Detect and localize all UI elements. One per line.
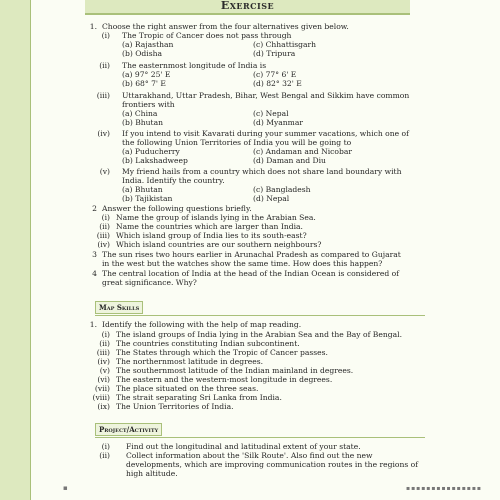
item-text: The island groups of India lying in the Arabian Sea and the Bay of Bengal. — [116, 330, 402, 339]
item-text: Name the countries which are larger than India. — [116, 222, 303, 231]
item-text: The southernmost latitude of the Indian mainland in degrees. — [116, 366, 354, 375]
option: (b) Odisha — [122, 49, 163, 58]
item-number: (v) — [99, 167, 110, 176]
exercise-banner — [85, 0, 410, 15]
item-number: (v) — [99, 366, 110, 375]
option: (d) Tripura — [253, 49, 296, 58]
item-text: Find out the longitudinal and latitudinal extent of your state. — [126, 442, 361, 451]
question-text: The sun rises two hours earlier in Arunachal Pradesh as compared to Gujarat — [102, 250, 401, 259]
item-text: Which island countries are our southern neighbours? — [116, 240, 322, 249]
item-number: (iii) — [96, 348, 110, 357]
item-text: Which island group of India lies to its south-east? — [116, 231, 307, 240]
item-text: The States through which the Tropic of Cancer passes. — [116, 348, 328, 357]
footer-dots: ▪▪▪▪▪▪▪▪▪▪▪▪▪▪▪ — [406, 485, 482, 492]
option: (d) Nepal — [253, 194, 290, 203]
item-text: The northernmost latitude in degrees. — [116, 357, 264, 366]
question-text-cont: in the west but the watches show the same time. How does this happen? — [102, 259, 383, 268]
item-stem: The easternmost longitude of India is — [122, 61, 267, 70]
item-number: (ii) — [99, 61, 110, 70]
item-text: Name the group of islands lying in the Arabian Sea. — [116, 213, 316, 222]
page-number-mark: ▪ — [63, 484, 68, 492]
option: (a) Rajasthan — [122, 40, 174, 49]
question-text: Choose the right answer from the four alternatives given below. — [102, 22, 349, 31]
item-text: The strait separating Sri Lanka from India. — [116, 393, 282, 402]
option: (a) Puducherry — [122, 147, 180, 156]
question-text: Answer the following questions briefly. — [102, 204, 252, 213]
option: (c) Bangladesh — [253, 185, 311, 194]
option: (c) Nepal — [253, 109, 289, 118]
question-text: Identify the following with the help of map reading. — [102, 320, 302, 329]
option: (a) China — [122, 109, 158, 118]
question-number: 4 — [92, 269, 97, 278]
item-number: (ix) — [97, 402, 110, 411]
question-number: 1. — [89, 22, 97, 31]
question-number: 2 — [92, 204, 97, 213]
option: (d) 82° 32' E — [253, 79, 302, 88]
section-divider — [95, 315, 425, 316]
item-stem: If you intend to visit Kavarati during your summer vacations, which one of — [122, 129, 409, 138]
item-text: Collect information about the 'Silk Route'. Also find out the new — [126, 451, 373, 460]
map-skills-heading: Map Skills — [95, 301, 143, 314]
item-stem-cont: India. Identify the country. — [122, 176, 225, 185]
option: (b) Bhutan — [122, 118, 164, 127]
section-divider — [95, 437, 425, 438]
option: (c) Chhattisgarh — [253, 40, 317, 49]
option: (a) 97° 25' E — [122, 70, 171, 79]
item-text-cont: high altitude. — [126, 469, 178, 478]
item-number: (i) — [101, 442, 110, 451]
item-text: The place situated on the three seas. — [116, 384, 259, 393]
item-number: (i) — [101, 31, 110, 40]
option: (b) 68° 7' E — [122, 79, 166, 88]
item-stem-cont: the following Union Territories of India you will be going to — [122, 138, 352, 147]
exercise-title: Exercise — [220, 0, 275, 12]
item-number: (ii) — [99, 222, 110, 231]
item-text: The countries constituting Indian subcontinent. — [116, 339, 300, 348]
question-text-cont: great significance. Why? — [102, 278, 197, 287]
item-stem-cont: frontiers with — [122, 100, 175, 109]
item-number: (vi) — [97, 375, 110, 384]
option: (b) Lakshadweep — [122, 156, 188, 165]
item-stem: My friend hails from a country which does not share land boundary with — [122, 167, 402, 176]
question-number: 3 — [92, 250, 97, 259]
item-number: (iv) — [97, 357, 110, 366]
option: (b) Tajikistan — [122, 194, 173, 203]
item-number: (i) — [101, 213, 110, 222]
item-number: (iii) — [96, 231, 110, 240]
item-text: The Union Territories of India. — [116, 402, 234, 411]
question-number: 1. — [89, 320, 97, 329]
item-number: (iii) — [96, 91, 110, 100]
item-number: (ii) — [99, 339, 110, 348]
item-number: (viii) — [92, 393, 110, 402]
item-number: (iv) — [97, 129, 110, 138]
item-number: (i) — [101, 330, 110, 339]
item-text-cont: developments, which are improving communication routes in the regions of — [126, 460, 419, 469]
option: (d) Daman and Diu — [253, 156, 326, 165]
project-activity-heading: Project/Activity — [95, 423, 162, 436]
item-text: The eastern and the western-most longitude in degrees. — [116, 375, 333, 384]
item-number: (vii) — [94, 384, 110, 393]
item-stem: The Tropic of Cancer does not pass through — [122, 31, 292, 40]
question-text: The central location of India at the head of the Indian Ocean is considered of — [102, 269, 400, 278]
item-number: (ii) — [99, 451, 110, 460]
option: (d) Myanmar — [253, 118, 304, 127]
item-stem: Uttarakhand, Uttar Pradesh, Bihar, West Bengal and Sikkim have common — [122, 91, 410, 100]
item-number: (iv) — [97, 240, 110, 249]
option: (c) 77° 6' E — [253, 70, 297, 79]
option: (c) Andaman and Nicobar — [253, 147, 352, 156]
option: (a) Bhutan — [122, 185, 163, 194]
